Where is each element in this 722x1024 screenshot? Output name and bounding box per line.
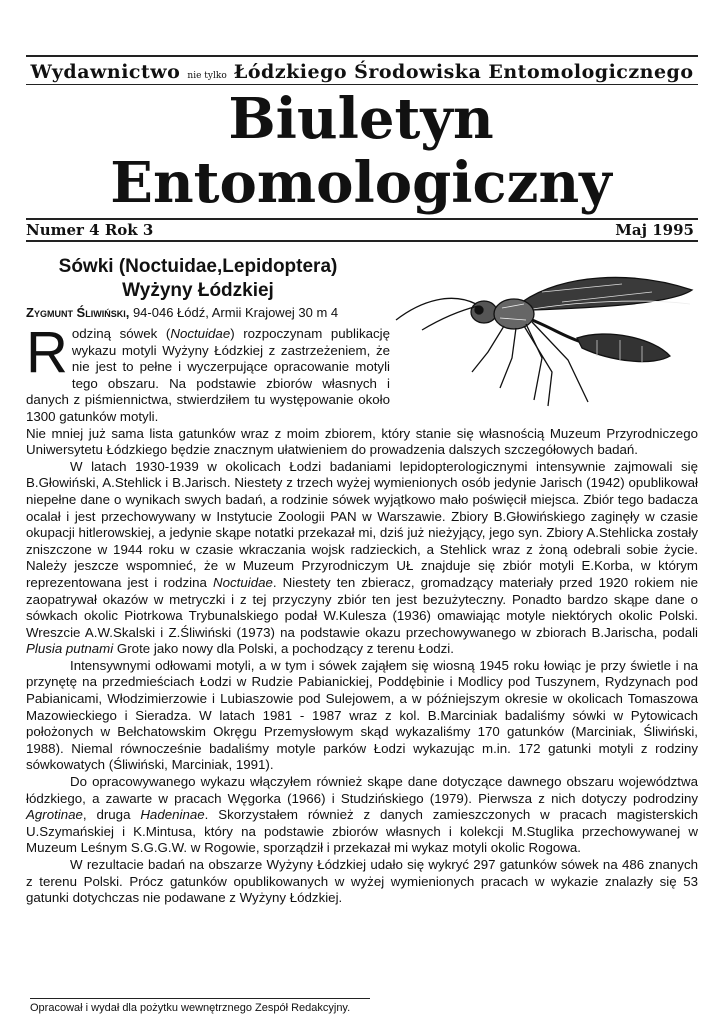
paragraph-2-p2_b: Noctuidae — [213, 574, 273, 590]
article-body — [26, 320, 698, 907]
p1-italic: Noctuidae — [170, 326, 231, 341]
issue-date: Maj 1995 — [615, 221, 694, 239]
issue-rule-top — [26, 218, 698, 220]
footer-rule — [30, 998, 370, 999]
paragraph-4-p4_c: , druga — [82, 807, 141, 823]
issue-number: Numer 4 Rok 3 — [26, 221, 154, 239]
paragraph-5 — [26, 857, 698, 907]
publisher-post: Łódzkiego Środowiska Entomologicznego — [233, 61, 694, 83]
paragraph-2-p2_a: W latach 1930-1939 w okolicach Łodzi badaniami lepidopterologicznymi intensywnie zajmowali się B.Głowiński, A.Stehlick i B.Jarisch. Niestety z trzech wyżej wymienionych osób jedynie Jarisch (1942) opublikował niepełne dane o wynikach swych badań, a rodzinie sówek wyjątkowo mało poświęcił miejsca. Zbiór tego badacza ocalał i jest przechowywany w Instytucie Zoologii PAN w Warszawie. Zbiory B.Głowińskiego zaginęły w czasie okupacji hitlerowskiej, a jedynie skąpe notatki przekazał mi, dziś już nieżyjący, jego syn. Zbiory A.Stehlicka zostały zniszczone w 1944 roku w czasie wkraczania wojsk radzieckich, a Stehlick wraz z żoną odebrali sobie życie. Należy jeszcze wspomnieć, że w Muzeum Przyrodniczym UŁ znajduje się zbiór motyli E.Korba, w którym reprezentowana jest i rodzina — [26, 458, 698, 590]
article-title-line2: Wyżyny Łódzkiej — [122, 280, 274, 301]
p1-text-a: odziną sówek ( — [71, 326, 171, 341]
article-title — [26, 255, 370, 303]
publisher-line — [26, 61, 698, 83]
intro-block — [26, 320, 390, 426]
paragraph-2 — [26, 459, 698, 658]
paragraph-5-p5: W rezultacie badań na obszarze Wyżyny Łódzkiej udało się wykryć 297 gatunków sówek na 486 znanych z terenu Polski. Prócz gatunków opublikowanych w wyżej wymienionych pracach w wykazie znalazły się 53 gatunki dotychczas nie podawane z Wyżyny Łódzkiej. — [26, 857, 698, 906]
journal-title-line1: Biuletyn — [228, 86, 494, 152]
paragraph-2-p2_c: . Niestety ten zbieracz, gromadzący materiały przed 1920 rokiem nie zaopatrywał okazów w metryczki i z tej przyczyny zbiór ten jest bezużyteczny. Ponadto bardzo skąpe dane o sówkach okolic Piotrkowa Trybunalskiego podał W.Kulesza (1936) omawiając motyle niektórych okolic Polski. Wreszcie A.W.Skalski i Z.Śliwiński (1973) na podstawie okazu przechowywanego w zbiorach B.Jarischa, podali — [26, 574, 698, 640]
article-title-line1: Sówki (Noctuidae,Lepidoptera) — [58, 256, 338, 277]
top-rule — [26, 55, 698, 57]
paragraph-4 — [26, 774, 698, 857]
paragraph-2-p2_e: Grote jako nowy dla Polski, a pochodzący z terenu Łodzi. — [113, 641, 454, 657]
publisher-pre: Wydawnictwo — [30, 61, 181, 83]
paragraph-4-p4_a: Do opracowywanego wykazu włączyłem również skąpe dane dotyczące dawnego obszaru województwa łódzkiego, a zawarte w pracach Węgorka (1966) i Studzińskiego (1979). Pierwsza z nich dotyczy podrodziny — [26, 774, 698, 806]
publisher-rule — [26, 84, 698, 85]
paragraph-4-p4_b: Agrotinae — [26, 807, 83, 823]
paragraph-2-p2_d: Plusia putnami — [26, 641, 114, 657]
paragraph-3-p3: Intensywnymi odłowami motyli, a w tym i sówek zająłem się wiosną 1945 roku łowiąc je przy świetle i na przynętę na przedmieściach Łodzi w Rudzie Pabianickiej, Poddębinie i Modlicy pod Tuszynem, Rydzynach pod Pabianicami, Włodzimierzowie i Lubiaszowie pod Sulejowem, a w późniejszym okresie w okolicach Tomaszowa Mazowieckiego i Sieradza. W latach 1981 - 1987 wraz z kol. B.Marciniak badaliśmy sówki w Pytowicach położonych w Bełchatowskim Okręgu Przemysłowym skąd wykazaliśmy 170 gatunków (Marciniak, Śliwiński, 1988). Niemal równocześnie badaliśmy motyle parków Łodzi wykazując m.in. 172 gatunki motyli z rodziny sówkowatych (Śliwiński, Marciniak, 1991). — [26, 657, 698, 773]
paragraph-4-p4_e: . Skorzystałem również z danych zamieszczonych w pracach magisterskich U.Szymańskiej i K.Mintusa, który na podstawie zbiorów własnych i kolekcji M.Stuglika przechowywanej w Muzeum Leśnym S.G.G.W. w Rogowie, sporządził i przekazał mi wykaz motyli okolic Rogowa. — [26, 807, 698, 856]
issue-rule-bottom — [26, 240, 698, 242]
paragraph-3 — [26, 658, 698, 774]
paragraph-4-p4_d: Hadeninae — [140, 807, 205, 823]
paragraph-1 — [26, 320, 390, 426]
drop-cap: R — [26, 320, 68, 385]
author-name: Zygmunt Śliwiński, — [26, 305, 130, 320]
publisher-small: nie tylko — [187, 71, 227, 81]
journal-title-line2: Entomologiczny — [110, 150, 612, 216]
author-line — [26, 305, 416, 320]
p1-text-c: ) rozpoczynam publikację wykazu motyli Wyżyny Łódzkiej z zastrzeżeniem, że nie jest to pełne i wyczerpujące opracowanie motyli tego obszaru. Na podstawie zbiorów własnych i danych z piśmiennictwa, stwierdziłem tu występowanie około 1300 gatunków motyli. — [26, 326, 390, 424]
footer-note: Opracował i wydał dla pożytku wewnętrznego Zespół Redakcyjny. — [30, 1002, 351, 1014]
paragraph-1-continued: Nie mniej już sama lista gatunków wraz z moim zbiorem, który stanie się własnością Muzeum Przyrodniczego Uniwersytetu Łódzkiego będzie znacznym ułatwieniem do prowadzenia dalszych szczegółowych badań. — [26, 425, 698, 458]
author-address: 94-046 Łódź, Armii Krajowej 30 m 4 — [132, 305, 339, 320]
